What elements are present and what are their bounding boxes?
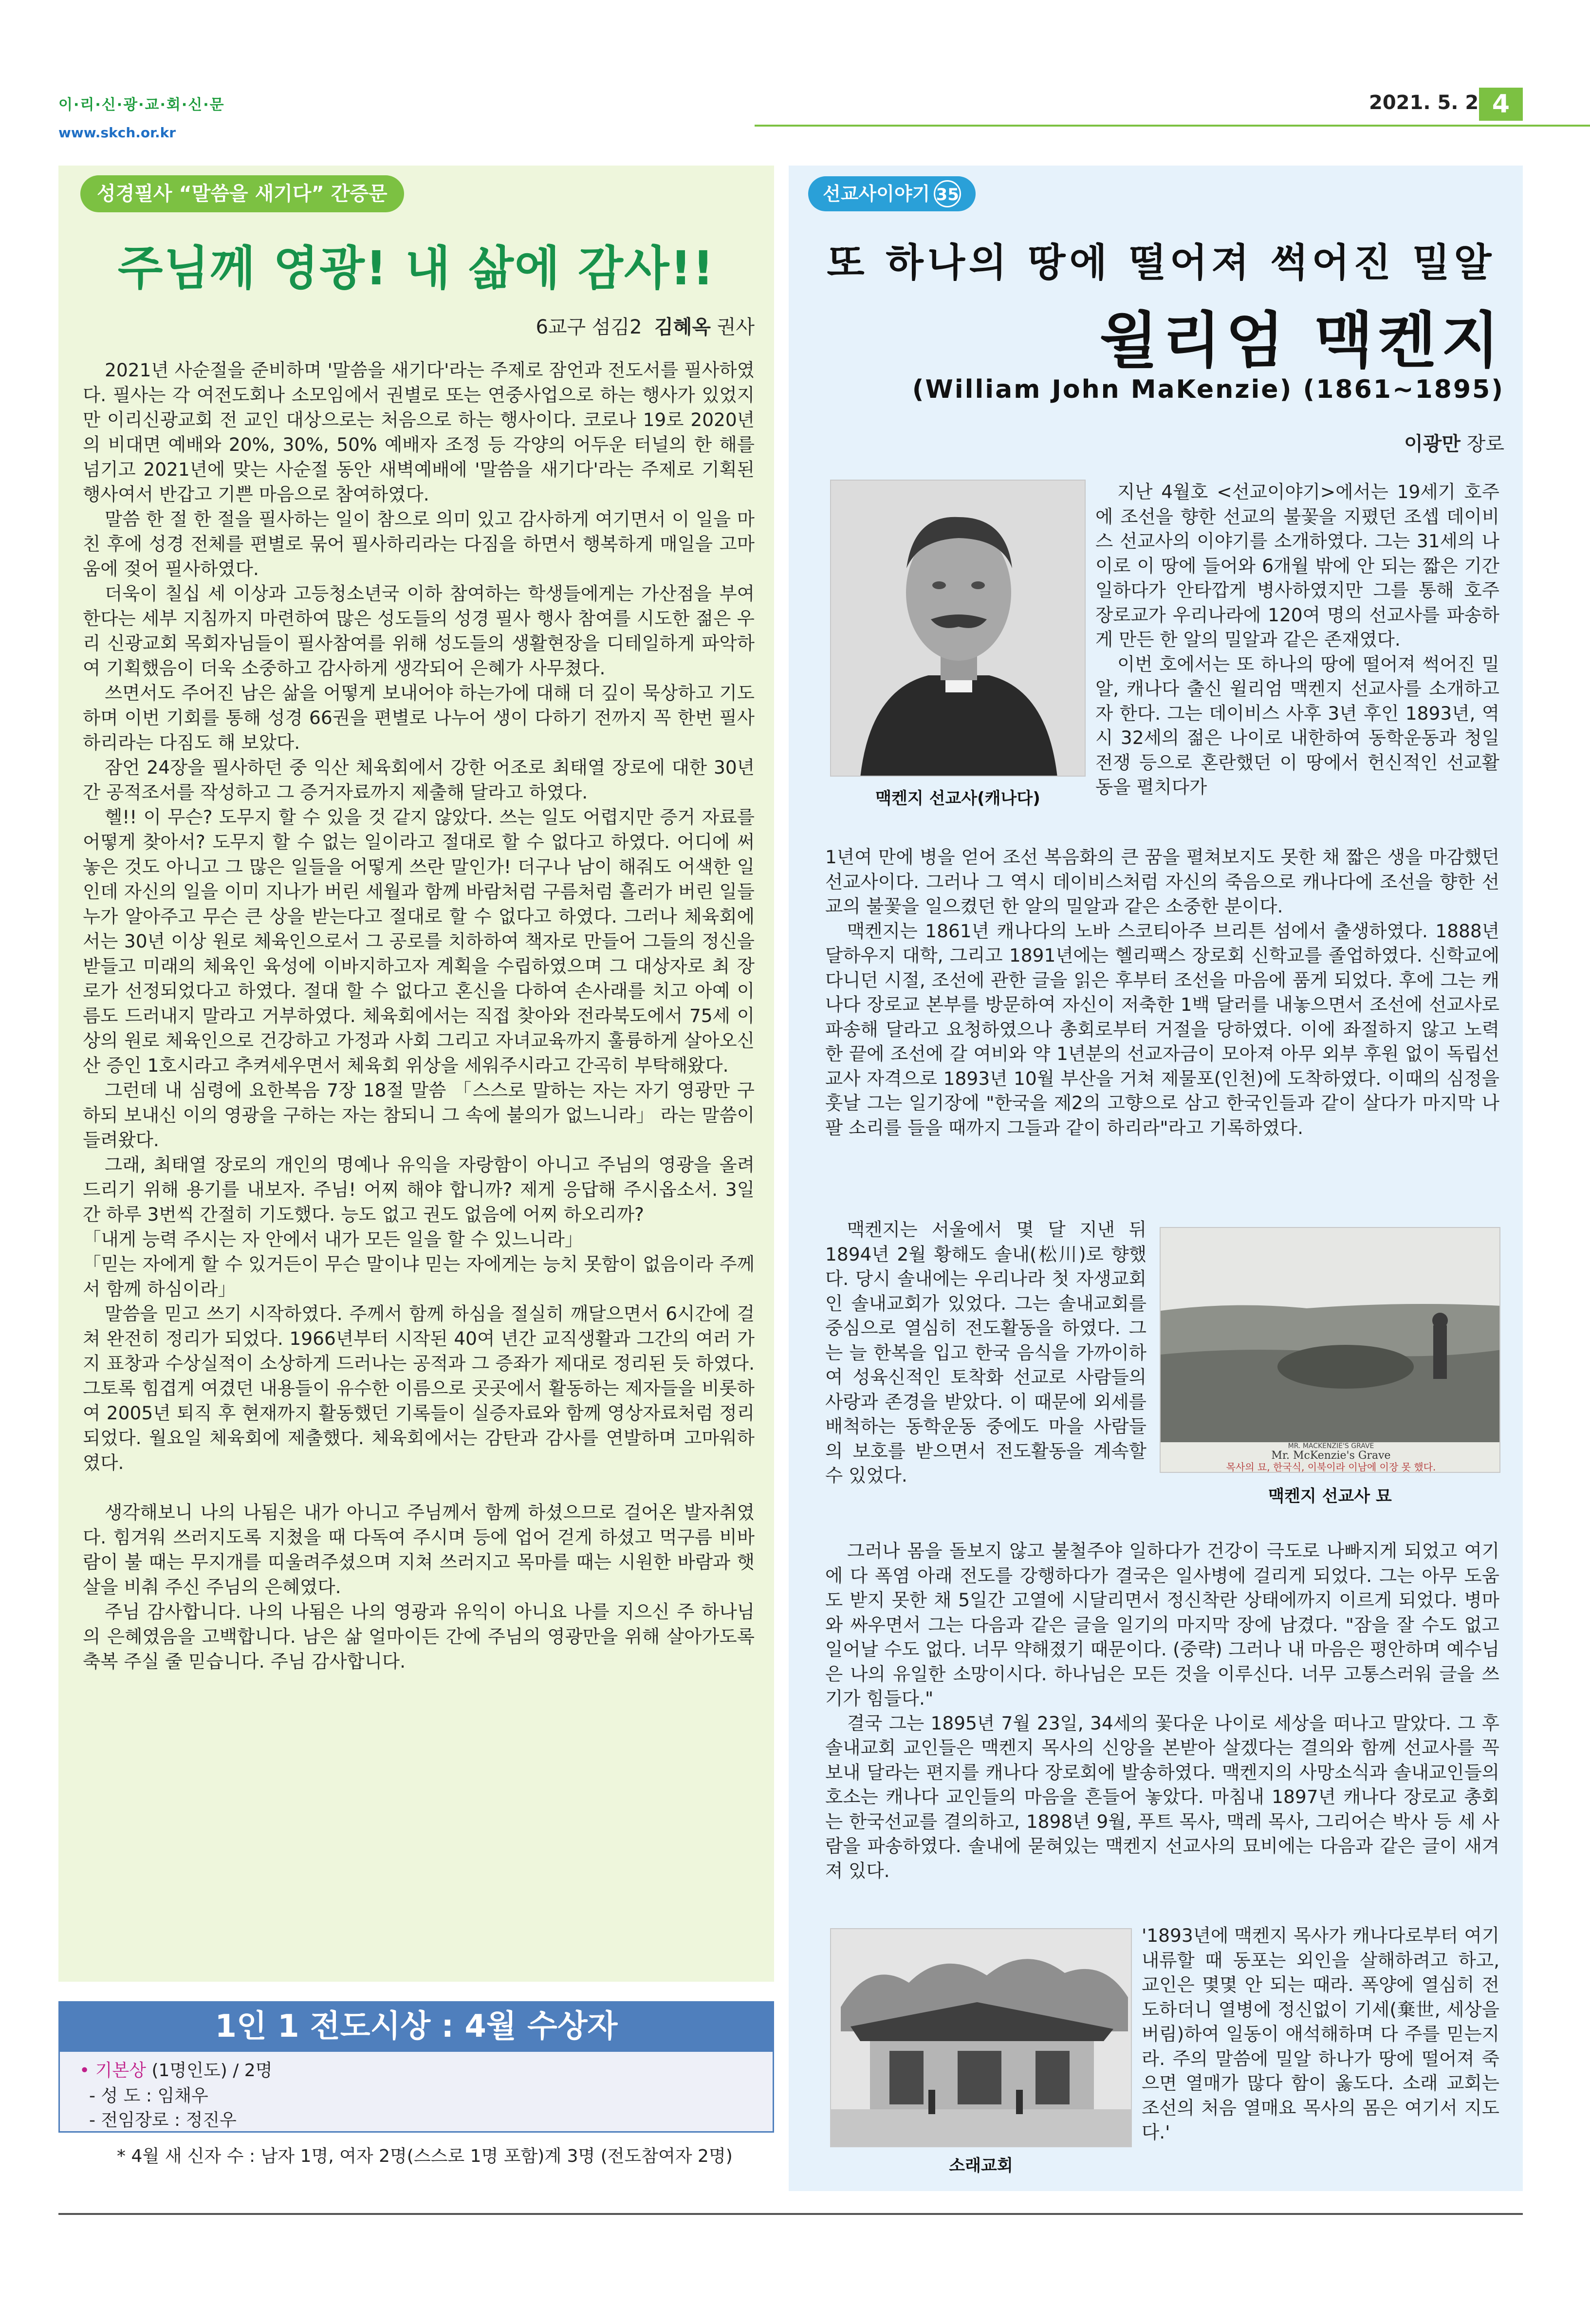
byline-author: 김혜옥 — [654, 316, 711, 338]
footer-rule — [58, 2213, 1523, 2215]
mission-panel — [789, 166, 1523, 2191]
mission-paragraph: 1년여 만에 병을 얻어 조선 복음화의 큰 꿈을 펼쳐보지도 못한 채 짧은 생을 마감했던 선교사이다. 그러나 그 역시 데이비스처럼 자신의 죽음으로 캐나다에 조선을 향한 선교의 불꽃을 일으켰던 한 알의 밀알과 같은 소중한 분이다. — [825, 846, 1499, 917]
testimony-paragraph: 말씀을 믿고 쓰기 시작하였다. 주께서 함께 하심을 절실히 깨달으면서 6시간에 걸쳐 완전히 정리가 되었다. 1966년부터 시작된 40여 년간 교직생활과 그간의 여러 가지 표창과 수상실적이 소상하게 드러나는 공적과 그 증좌가 제대로 정리된 듯 하였다. 그토록 힘겹게 여겼던 내용들이 유수한 이름으로 곳곳에서 활동하는 제자들을 비롯하여 2005년 퇴직 후 현재까지 활동했던 기록들이 실증자료와 함께 영상자료처럼 정리되었다. 월요일 체육회에 제출했다. 체육회에서는 감탄과 감사를 연발하며 고마워하였다. — [83, 1303, 755, 1473]
mission-author: 이광만 — [1404, 433, 1461, 455]
scripture-quote: 「내게 능력 주시는 자 안에서 내가 모든 일을 할 수 있느니라」 — [83, 1228, 583, 1250]
mission-epitaph — [1142, 1923, 1499, 2145]
mission-author-title: 장로 — [1466, 433, 1504, 455]
testimony-paragraph: 주님 감사합니다. 나의 나됨은 나의 영광과 유익이 아니요 나를 지으신 주 하나님의 은혜였음을 고백합니다. 남은 삶 얼마이든 간에 주님의 영광만을 위해 살아가도록 축복 주실 줄 믿습니다. 주님 감사합니다. — [83, 1601, 755, 1672]
byline-suffix: 권사 — [717, 316, 755, 338]
mission-later-text — [825, 1539, 1499, 1883]
byline-prefix: 6교구 섬김2 — [536, 316, 642, 338]
prize-winner-member: - 성 도 : 임채우 — [89, 2086, 208, 2106]
church-photo — [830, 1928, 1132, 2147]
series-label: 선교사이야기 — [823, 183, 930, 205]
testimony-paragraph: 헬!! 이 무슨? 도무지 할 수 있을 것 같지 않았다. 쓰는 일도 어렵지만 증거 자료를 어떻게 찾아서? 도무지 할 수 없는 일이라고 절대로 할 수 없다고 하였다. 어디에 써 놓은 것도 아니고 그 많은 일들을 어떻게 쓰란 말인가! 더구나 남이 해줘도 어색한 일인데 자신의 일을 이미 지나가 버린 세월과 함께 바람처럼 구름처럼 흘러가 버린 일들 누가 알아주고 무슨 큰 상을 받는다고 절대로 할 수 없다고 하였다. 그러나 체육회에서는 30년 이상 원로 체육인으로서 그 공로를 치하하여 책자로 만들어 그들의 정신을 받들고 미래의 체육인 육성에 이바지하고자 계획을 수립하였으며 그 대상자로 최 장로가 선정되었다고 하였다. 절대 할 수 없다고 혼신을 다하여 손사래를 치고 아예 이름도 드러내지 말라고 거부하였다. 체육회에서는 직접 찾아와 전라북도에서 75세 이상의 원로 체육인으로 건강하고 가정과 사회 그리고 자녀교육까지 훌륭하게 살아오신 산 증인 1호시라고 추켜세우면서 체육회 위상을 세워주시라고 간곡히 부탁해왔다. — [83, 806, 755, 1076]
paper-url[interactable]: www.skch.or.kr — [58, 125, 176, 141]
testimony-body — [83, 358, 755, 1674]
mission-paragraph: 맥켄지는 1861년 캐나다의 노바 스코티아주 브리튼 섬에서 출생하였다. 1888년 달하우지 대학, 그리고 1891년에는 헬리팩스 장로회 신학교를 졸업하였다. 신학교에 다니던 시절, 조선에 관한 글을 읽은 후부터 조선을 마음에 품게 되었다. 후에 그는 캐나다 장로교 본부를 방문하여 자신이 저축한 1백 달러를 내놓으면서 조선에 선교사로 파송해 달라고 요청하였으나 총회로부터 거절을 당하였다. 이에 좌절하지 않고 노력한 끝에 조선에 갈 여비와 약 1년분의 선교자금이 모아져 아무 외부 후원 없이 독립선교사 자격으로 1893년 10월 부산을 거쳐 제물포(인천)에 도착하였다. 이때의 심정을 훗날 그는 일기장에 "한국을 제2의 고향으로 삼고 한국인들과 같이 살다가 마지막 나팔 소리를 들을 때까지 그들과 같이 하리라"라고 기록하였다. — [825, 920, 1499, 1138]
testimony-paragraph: 그래, 최태열 장로의 개인의 명예나 유익을 자랑함이 아니고 주님의 영광을 올려 드리기 위해 용기를 내보자. 주님! 어찌 해야 합니까? 제게 응답해 주시옵소서. 3일 간 하루 3번씩 간절히 기도했다. 능도 없고 권도 없음에 어찌 하오리까? — [83, 1154, 755, 1225]
testimony-paragraph: 말씀 한 절 한 절을 필사하는 일이 참으로 의미 있고 감사하게 여기면서 이 일을 마친 후에 성경 전체를 편별로 묶어 필사하리라는 다짐을 하면서 행복하게 매일을 고마움에 젖어 필사하였다. — [83, 508, 755, 579]
mission-english-name: (William John MaKenzie) (1861~1895) — [912, 375, 1504, 404]
mission-paragraph: 이번 호에서는 또 하나의 땅에 떨어져 썩어진 밀알, 캐나다 출신 윌리엄 맥켄지 선교사를 소개하고자 한다. 그는 데이비스 사후 3년 후인 1893년, 역시 32세의 젊은 나이로 내한하여 동학운동과 청일전쟁 등으로 혼란했던 이 땅에서 헌신적인 선교활동을 펼치다가 — [1095, 653, 1499, 798]
testimony-paragraph: 생각해보니 나의 나됨은 내가 아니고 주님께서 함께 하셨으므로 걸어온 발자취였다. 힘겨워 쓰러지도록 지쳤을 때 다독여 주시며 등에 업어 걷게 하셨고 먹구름 비바람이 불 때는 무지개를 띠울려주셨으며 지쳐 쓰러지고 목마를 때는 시원한 바람과 햇살을 비춰 주신 주님의 은혜였다. — [83, 1502, 755, 1598]
mission-title: 윌리엄 맥켄지 — [1099, 305, 1504, 376]
issue-date: 2021. 5. 2 — [1369, 92, 1479, 114]
grave-photo-title-2: Mr. McKenzie's Grave — [1271, 1450, 1391, 1462]
header-rule — [755, 125, 1590, 127]
grave-photo-label — [1161, 1442, 1500, 1473]
series-tag — [808, 176, 976, 211]
paper-name: 이·리·신·광·교·회·신·문 — [58, 96, 225, 113]
basic-prize-label: • 기본상 — [79, 2061, 147, 2081]
page-number-badge: 4 — [1479, 88, 1523, 121]
testimony-column-tag: 성경필사 “말씀을 새기다” 간증문 — [80, 175, 404, 212]
grave-illustration — [1161, 1228, 1500, 1442]
mission-kicker: 또 하나의 땅에 떨어져 썩어진 밀알 — [827, 240, 1496, 285]
testimony-paragraph: 잠언 24장을 필사하던 중 익산 체육회에서 강한 어조로 최태열 장로에 대한 30년간 공적조서를 작성하고 그 증거자료까지 제출해 달라고 하였다. — [83, 757, 755, 803]
testimony-byline — [78, 312, 755, 339]
grave-photo — [1160, 1227, 1500, 1473]
portrait-photo — [830, 480, 1086, 777]
mission-paragraph: 그러나 몸을 돌보지 않고 불철주야 일하다가 건강이 극도로 나빠지게 되었고 여기에 다 폭염 아래 전도를 강행하다가 결국은 일사병에 걸리게 되었다. 그는 아무 도움도 받지 못한 채 5일간 고열에 시달리면서 정신착란 상태에까지 이르게 되었다. 병마와 싸우면서 그는 다음과 같은 글을 일기의 마지막 장에 남겼다. "잠을 잘 수도 없고 일어날 수도 없다. 너무 약해졌기 때문이다. (중략) 그러나 내 마음은 평안하며 예수님은 나의 유일한 소망이시다. 하나님은 모든 것을 이루신다. 너무 고통스러워 글을 쓰기가 힘들다." — [825, 1540, 1500, 1709]
series-number: 35 — [934, 180, 961, 207]
church-illustration — [831, 1929, 1132, 2147]
mission-paragraph: 맥켄지는 서울에서 몇 달 지낸 뒤 1894년 2월 황해도 솔내(松川)로 향했다. 당시 솔내에는 우리나라 첫 자생교회인 솔내교회가 있었다. 그는 솔내교회를 중심으로 열심히 전도활동을 하였다. 그는 늘 한복을 입고 한국 음식을 가까이하여 성육신적인 토착화 선교로 사람들의 사랑과 존경을 받았다. 이 때문에 외세를 배척하는 동학운동 중에도 마을 사람들의 보호를 받으면서 전도활동을 계속할 수 있었다. — [825, 1219, 1146, 1486]
epitaph-text: '1893년에 맥켄지 목사가 캐나다로부터 여기 내류할 때 동포는 외인을 살해하려고 하고, 교인은 몇몇 안 되는 때라. 폭양에 열심히 전도하더니 열병에 정신없이 기세(棄世, 세상을 버림)하여 일동이 애석해하며 다 주를 믿는지라. 주의 말씀에 밀알 하나가 땅에 떨어져 죽으면 열매가 많다 함이 옳도다. 소래 교회는 조선의 처음 열매요 목사의 몸은 여기서 지도다.' — [1142, 1925, 1499, 2143]
mission-paragraph: 결국 그는 1895년 7월 23일, 34세의 꽃다운 나이로 세상을 떠나고 말았다. 그 후 솔내교회 교인들은 맥켄지 목사의 신앙을 본받아 살겠다는 결의와 함께 선교사를 꼭 보내 달라는 편지를 캐나다 장로회에 발송하였다. 맥켄지의 사망소식과 솔내교인들의 호소는 캐나다 교인들의 마음을 흔들어 놓았다. 마침내 1897년 캐나다 장로교 총회는 한국선교를 결의하고, 1898년 9월, 푸트 목사, 맥레 목사, 그리어슨 박사 등 세 사람을 파송하였다. 솔내에 묻혀있는 맥켄지 선교사의 묘비에는 다음과 같은 글이 새겨져 있다. — [825, 1712, 1499, 1881]
prize-basic-line — [79, 2057, 273, 2082]
scripture-quote: 「믿는 자에게 할 수 있거든이 무슨 말이냐 믿는 자에게는 능치 못함이 없음이라 주께서 함께 하심이라」 — [83, 1253, 755, 1300]
testimony-paragraph: 더욱이 칠십 세 이상과 고등청소년국 이하 참여하는 학생들에게는 가산점을 부여한다는 세부 지침까지 마련하여 많은 성도들의 성경 필사 행사 참여를 시도한 젊은 우리 신광교회 목회자님들이 필사참여를 위해 성도들의 생활현장을 디테일하게 파악하여 기획했음이 더욱 소중하고 감사하게 생각되어 은혜가 사무쳤다. — [83, 583, 755, 679]
basic-prize-count: (1명인도) / 2명 — [151, 2061, 273, 2081]
testimony-title: 주님께 영광! 내 삶에 감사!! — [117, 241, 715, 296]
testimony-paragraph: 2021년 사순절을 준비하며 '말씀을 새기다'라는 주제로 잠언과 전도서를 필사하였다. 필사는 각 여전도회나 소모임에서 권별로 또는 연중사업으로 하는 행사가 있었지만 이리신광교회 전 교인 대상으로는 처음으로 하는 행사이다. 코로나 19로 2020년의 비대면 예배와 20%, 30%, 50% 예배자 조정 등 각양의 어두운 터널의 한 해를 넘기고 2021년에 맞는 사순절 동안 새벽예배에 '말씀을 새기다'라는 주제로 기획된 행사여서 반갑고 기쁜 마음으로 참여하였다. — [83, 359, 755, 505]
grave-caption: 맥켄지 선교사 묘 — [1268, 1487, 1392, 1506]
mission-full-text — [825, 845, 1499, 1140]
portrait-illustration — [831, 481, 1086, 777]
grave-photo-sub: 목사의 묘, 한국식, 이북이라 이남에 이장 못 했다. — [1226, 1461, 1436, 1473]
mission-mid-text — [825, 1217, 1146, 1488]
prize-heading: 1인 1 전도시상 : 4월 수상자 — [58, 2001, 774, 2052]
grave-photo-title: MR. MACKENZIE'S GRAVE — [1288, 1442, 1374, 1450]
mission-intro-text — [1095, 480, 1499, 799]
portrait-caption: 맥켄지 선교사(캐나다) — [875, 789, 1040, 808]
mission-byline — [1217, 428, 1504, 456]
mission-paragraph: 지난 4월호 <선교이야기>에서는 19세기 호주에 조선을 향한 선교의 불꽃을 지폈던 조셉 데이비스 선교사의 이야기를 소개하였다. 그는 31세의 나이로 이 땅에 들어와 6개월 밖에 안 되는 짧은 기간 일하다가 안타깝게 병사하였지만 그를 통해 호주 장로교가 우리나라에 120여 명의 선교사를 파송하게 만든 한 알의 밀알과 같은 존재였다. — [1095, 481, 1499, 650]
prize-winner-elder: - 전임장로 : 정진우 — [89, 2110, 237, 2130]
prize-box — [58, 2052, 774, 2133]
testimony-paragraph: 쓰면서도 주어진 남은 삶을 어떻게 보내어야 하는가에 대해 더 깊이 묵상하고 기도하며 이번 기회를 통해 성경 66권을 편별로 나누어 생이 다하기 전까지 꼭 한번 필사하리라는 다짐도 해 보았다. — [83, 682, 755, 753]
church-caption: 소래교회 — [949, 2156, 1013, 2175]
prize-note: * 4월 새 신자 수 : 남자 1명, 여자 2명(스스로 1명 포함)계 3명 (전도참여자 2명) — [117, 2146, 733, 2166]
testimony-paragraph: 그런데 내 심령에 요한복음 7장 18절 말씀 「스스로 말하는 자는 자기 영광만 구하되 보내신 이의 영광을 구하는 자는 참되니 그 속에 불의가 없느니라」 라는 말씀이 들려왔다. — [83, 1079, 755, 1151]
